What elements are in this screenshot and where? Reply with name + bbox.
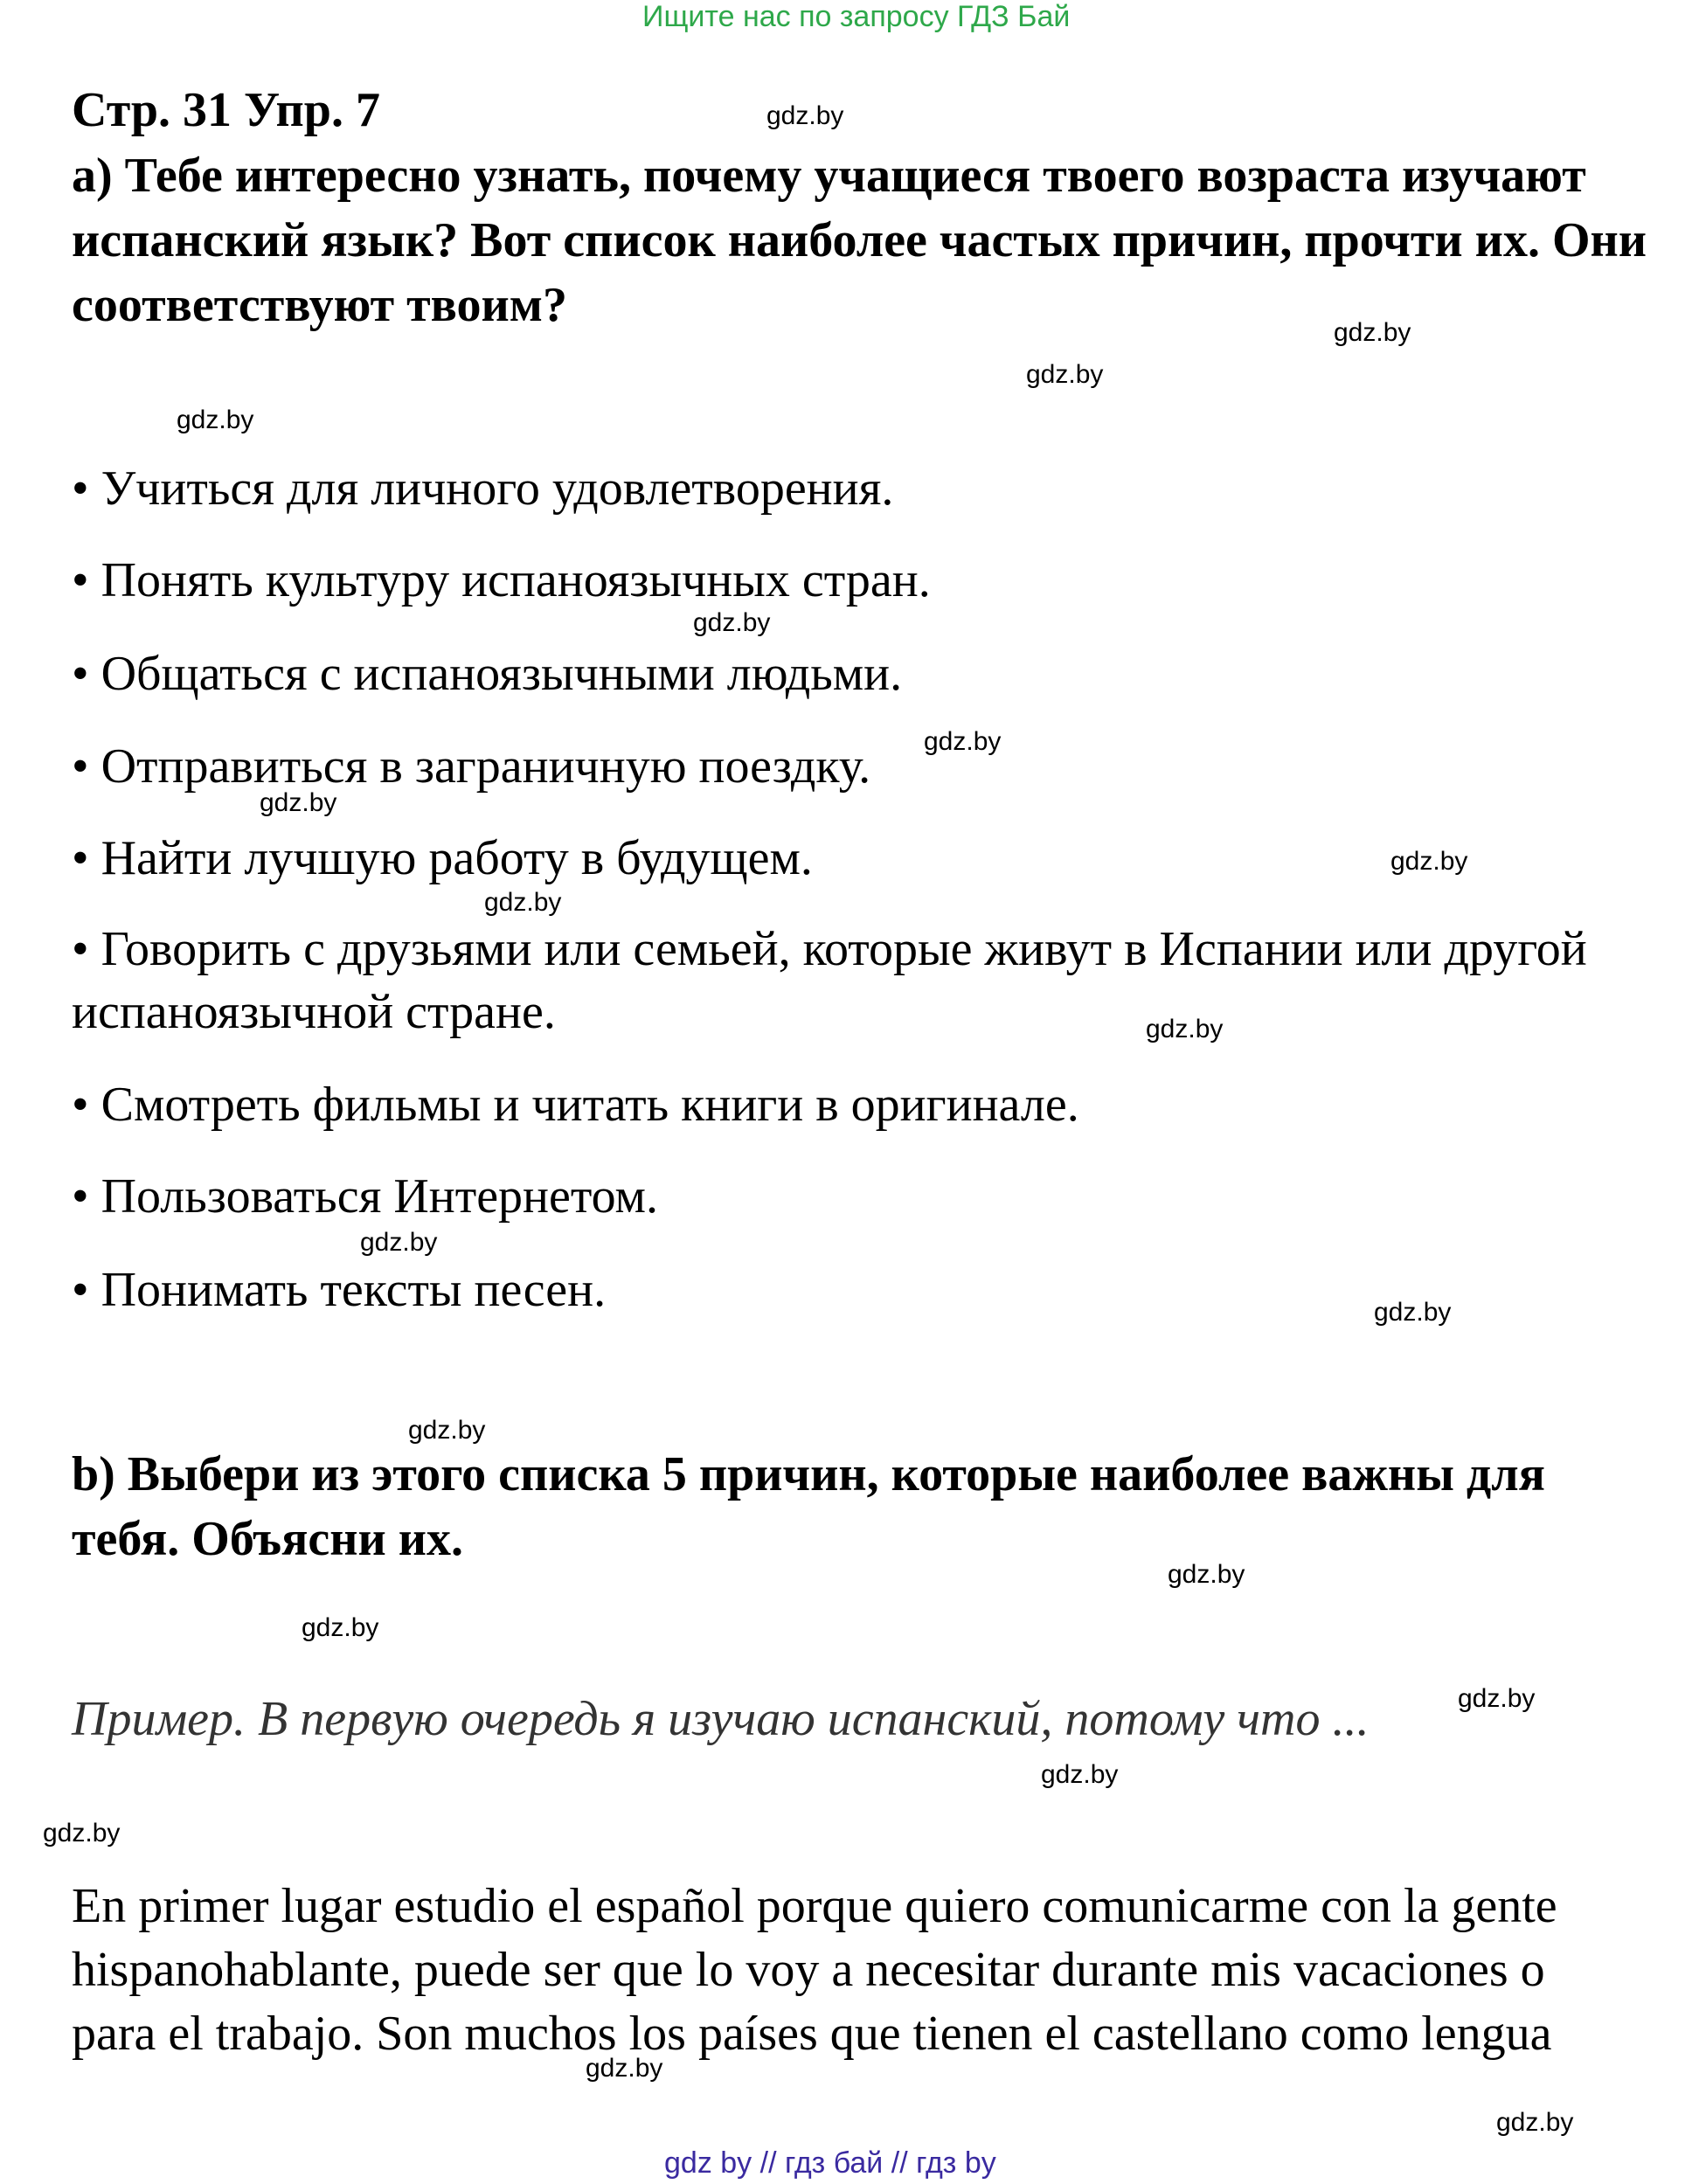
watermark: gdz.by <box>484 888 562 917</box>
footer-links: gdz by // гдз бай // гдз by <box>664 2146 996 2180</box>
reason-item-1: • Учиться для личного удовлетворения. <box>72 461 894 516</box>
reason-item-6: • Говорить с друзьями или семьей, которые живут в Испании или другой испаноязычной стране. <box>72 922 1587 1039</box>
answer-line-2: hispanohablante, puede ser que lo voy a necesitar durante mis vacaciones o <box>72 1943 1545 1997</box>
page-title: Стр. 31 Упр. 7 <box>72 83 380 137</box>
watermark: gdz.by <box>260 788 337 817</box>
watermark: gdz.by <box>360 1228 438 1257</box>
watermark: gdz.by <box>1496 2108 1574 2137</box>
watermark: gdz.by <box>1026 360 1104 389</box>
answer-line-1: En primer lugar estudio el español porque quiero comunicarme con la gente <box>72 1879 1557 1933</box>
reason-item-4: • Отправиться в заграничную поездку. <box>72 739 871 794</box>
watermark: gdz.by <box>766 101 844 130</box>
watermark: gdz.by <box>1374 1298 1452 1327</box>
answer-line-3: para el trabajo. Son muchos los países que tienen el castellano como lengua <box>72 2007 1552 2061</box>
watermark: gdz.by <box>924 727 1002 756</box>
reason-item-5: • Найти лучшую работу в будущем. <box>72 831 813 885</box>
reason-item-3: • Общаться с испаноязычными людьми. <box>72 647 903 701</box>
watermark: gdz.by <box>177 406 254 434</box>
watermark: gdz.by <box>586 2054 663 2083</box>
reason-item-7: • Смотреть фильмы и читать книги в оригинале. <box>72 1078 1079 1132</box>
example-text: Пример. В первую очередь я изучаю испанский, потому что ... <box>72 1692 1370 1746</box>
task-a-text: a) Тебе интересно узнать, почему учащиеся твоего возраста изучают испанский язык? Вот список наиболее частых причин, прочти их. Они соответствуют твоим? <box>72 149 1647 332</box>
watermark: gdz.by <box>1168 1560 1245 1589</box>
watermark: gdz.by <box>693 608 771 637</box>
top-banner: Ищите нас по запросу ГДЗ Бай <box>642 0 1071 33</box>
watermark: gdz.by <box>1334 318 1411 347</box>
reason-item-8: • Пользоваться Интернетом. <box>72 1169 658 1224</box>
reason-item-9: • Понимать тексты песен. <box>72 1263 607 1317</box>
watermark: gdz.by <box>408 1416 486 1445</box>
task-b-text: b) Выбери из этого списка 5 причин, которые наиболее важны для тебя. Объясни их. <box>72 1447 1545 1566</box>
watermark: gdz.by <box>1146 1015 1224 1043</box>
watermark: gdz.by <box>302 1613 379 1642</box>
reason-item-2: • Понять культуру испаноязычных стран. <box>72 553 931 607</box>
watermark: gdz.by <box>1041 1760 1119 1789</box>
watermark: gdz.by <box>43 1819 121 1848</box>
watermark: gdz.by <box>1458 1684 1536 1713</box>
watermark: gdz.by <box>1390 847 1468 876</box>
